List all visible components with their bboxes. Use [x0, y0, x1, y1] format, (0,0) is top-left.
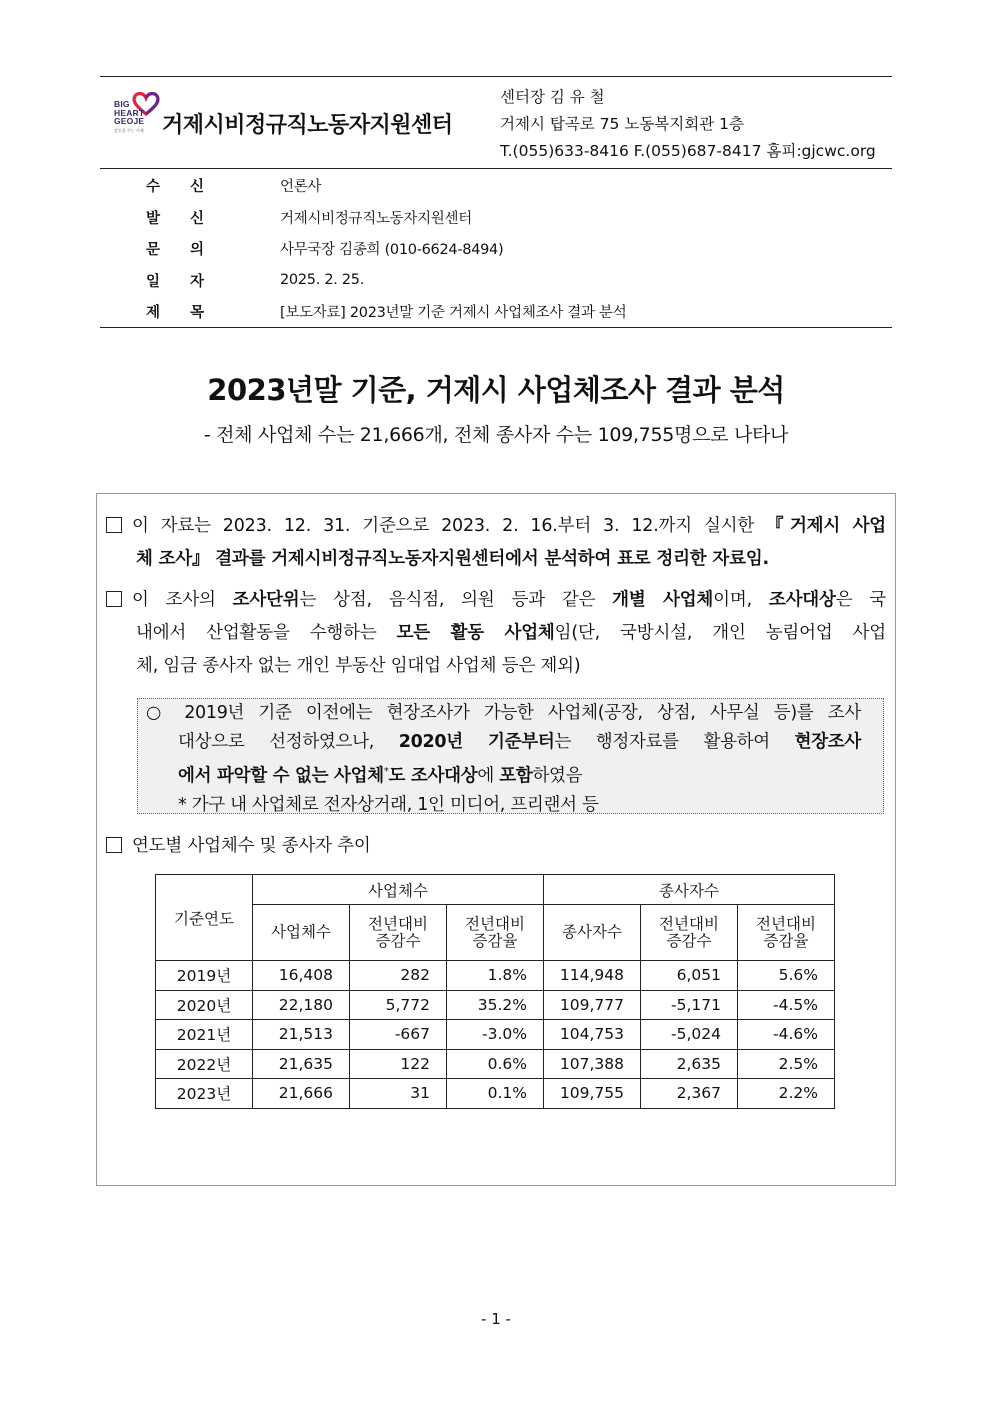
big-heart-geoje-logo	[114, 92, 164, 140]
section-heading-trend: 연도별 사업체수 및 종사자 추이	[106, 830, 886, 863]
paragraph-data-source: 이 자료는 2023. 12. 31. 기준으로 2023. 2. 16.부터 3. 12.까지 실시한 『거제시 사업 체 조사』 결과를 거제시비정규직노동자지원센터에서 분석하여 표로 정리한 자료임.	[106, 510, 886, 576]
header-worker-diff: 전년대비 증감수	[641, 905, 738, 961]
header-worker-count: 종사자수	[544, 905, 641, 961]
header-year: 기준연도	[156, 875, 253, 961]
director-line: 센터장 김 유 철	[500, 88, 605, 106]
meta-row-inquiry: 문의 사무국장 김종희 (010-6624-8494)	[146, 242, 504, 259]
checkbox-square-icon	[106, 837, 122, 853]
header-business-count: 사업체수	[253, 905, 350, 961]
meta-row-subject: 제목 [보도자료] 2023년말 기준 거제시 사업체조사 결과 분석	[146, 305, 627, 322]
meta-row-sender: 발신 거제시비정규직노동자지원센터	[146, 210, 472, 227]
table-row: 2021년 21,513 -667 -3.0% 104,753 -5,024 -4.6%	[156, 1020, 835, 1050]
page-title: 2023년말 기준, 거제시 사업체조사 결과 분석	[207, 373, 785, 407]
header-business-group: 사업체수	[253, 875, 544, 905]
organization-name: 거제시비정규직노동자지원센터	[162, 113, 453, 138]
page-number: - 1 -	[481, 1310, 511, 1328]
note-box: ○ 2019년 기준 이전에는 현장조사가 가능한 사업체(공장, 상점, 사무실 등)를 조사 대상으로 선정하였으나, 2020년 기준부터는 행정자료를 활용하여 현장조사 에서 파악할 수 없는 사업체*도 조사대상에 포함하였음 * 가구 내 사업체로 전자상거래, 1인 미디어, 프리랜서 등	[137, 698, 884, 814]
header-workers-group: 종사자수	[544, 875, 835, 905]
contact-info	[500, 84, 876, 165]
table-row: 2020년 22,180 5,772 35.2% 109,777 -5,171 -4.5%	[156, 990, 835, 1020]
header-business-rate: 전년대비 증감율	[447, 905, 544, 961]
header-worker-rate: 전년대비 증감율	[738, 905, 835, 961]
logo-wordmark: BIG HEART GEOJE	[114, 99, 145, 126]
page-subtitle: - 전체 사업체 수는 21,666개, 전체 종사자 수는 109,755명으로 나타나	[203, 424, 789, 446]
checkbox-square-icon	[106, 517, 122, 533]
address-line: 거제시 탑곡로 75 노동복지회관 1층	[500, 115, 744, 133]
meta-row-date: 일자 2025. 2. 25.	[146, 272, 365, 290]
business-trend-table	[155, 874, 835, 1109]
header-top-rule	[100, 76, 892, 77]
header-business-diff: 전년대비 증감수	[350, 905, 447, 961]
meta-top-rule	[100, 168, 892, 169]
table-row: 2022년 21,635 122 0.6% 107,388 2,635 2.5%	[156, 1049, 835, 1079]
phone-line: T.(055)633-8416 F.(055)687-8417 홈피:gjcwc.org	[500, 142, 876, 160]
meta-table	[100, 170, 892, 328]
paragraph-survey-scope: 이 조사의 조사단위는 상점, 음식점, 의원 등과 같은 개별 사업체이며, 조사대상은 국 내에서 산업활동을 수행하는 모든 활동 사업체임(단, 국방시설, 개인 농림어업 사업 체, 임금 종사자 없는 개인 부동산 임대업 사업체 등은 제외)	[106, 584, 886, 683]
logo-tagline: 감동을 주는 거제	[114, 128, 144, 133]
meta-row-recipient: 수신 언론사	[146, 179, 322, 196]
table-row: 2023년 21,666 31 0.1% 109,755 2,367 2.2%	[156, 1079, 835, 1109]
table-row: 2019년 16,408 282 1.8% 114,948 6,051 5.6%	[156, 961, 835, 991]
note-footnote: * 가구 내 사업체로 전자상거래, 1인 미디어, 프리랜서 등	[178, 794, 599, 815]
checkbox-square-icon	[106, 591, 122, 607]
meta-bottom-rule	[100, 327, 892, 328]
